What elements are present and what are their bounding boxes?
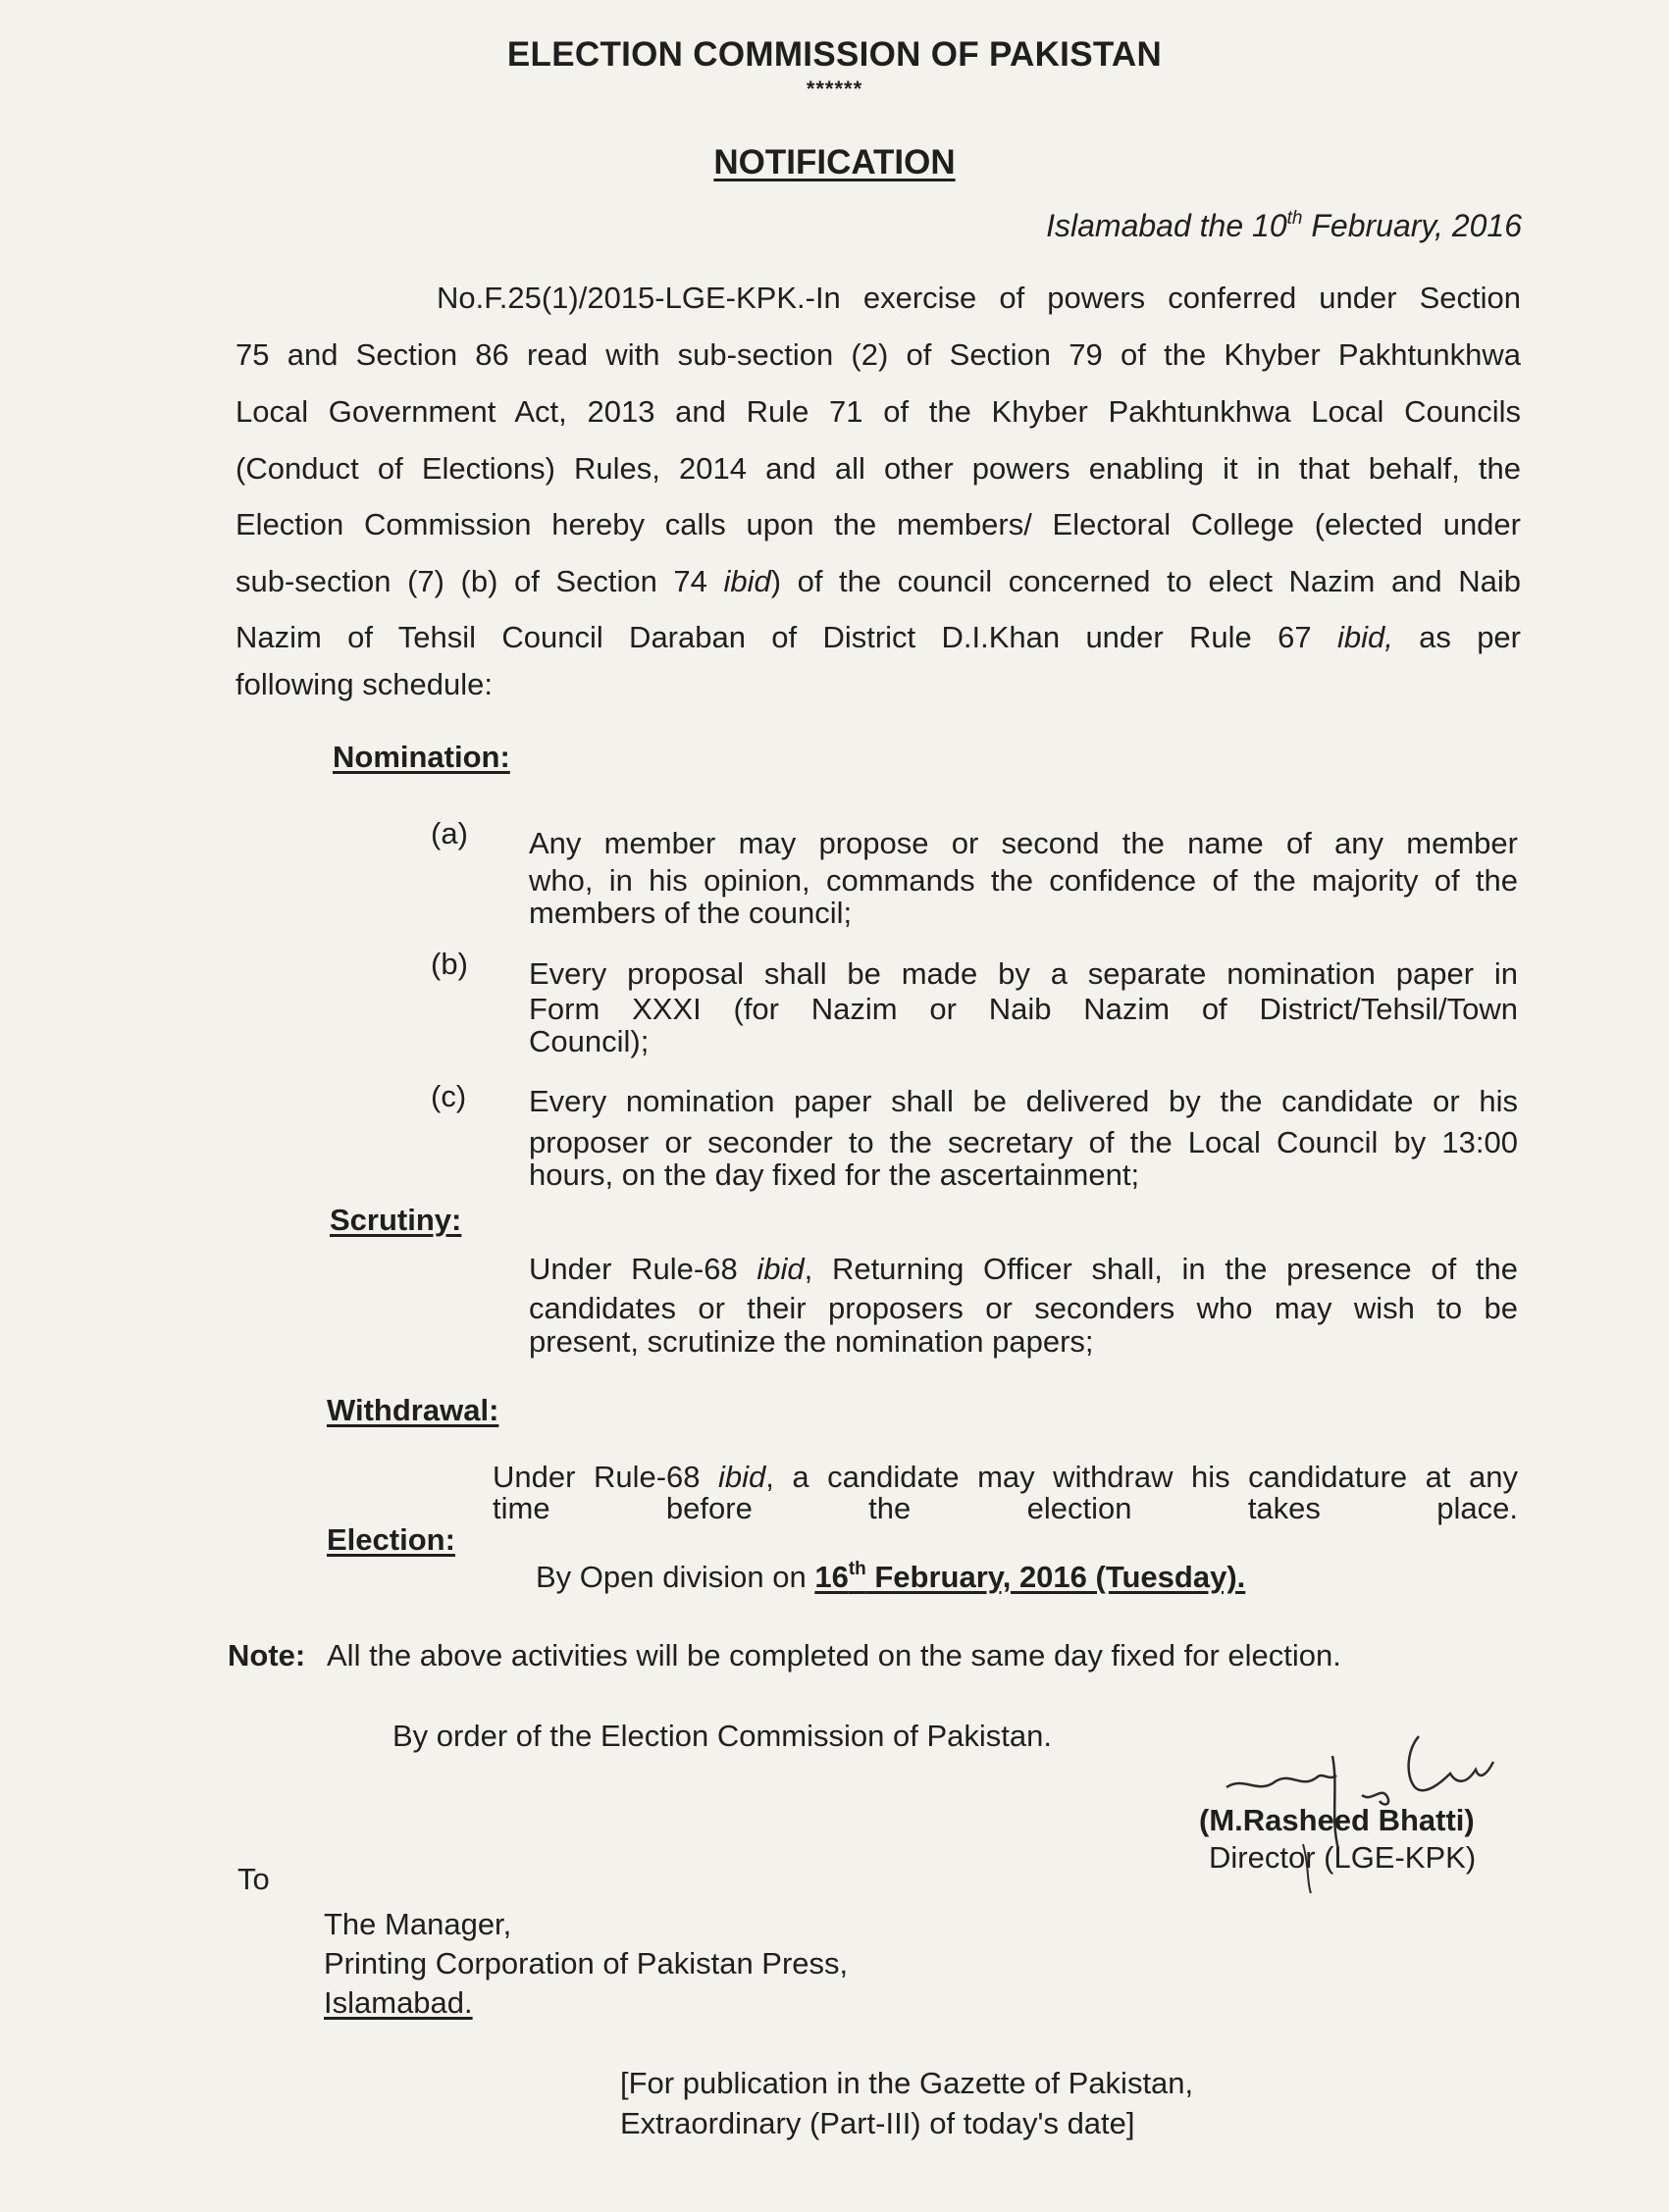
- publication-line-2: Extraordinary (Part-III) of today's date]: [620, 2106, 1135, 2140]
- nomination-item-c-label: (c): [431, 1079, 467, 1113]
- nomination-item-a-line-2: who, in his opinion, commands the confidence of the majority of the: [529, 863, 1518, 898]
- notification-heading: NOTIFICATION: [713, 143, 956, 181]
- signatory-title: Director (LGE-KPK): [1209, 1840, 1477, 1875]
- nomination-item-b-line-3: Council);: [529, 1024, 650, 1058]
- nomination-item-b-line-2: Form XXXI (for Nazim or Naib Nazim of District/Tehsil/Town: [529, 992, 1518, 1026]
- body-line-1: No.F.25(1)/2015-LGE-KPK.-In exercise of powers conferred under Section: [437, 281, 1521, 315]
- body-line-2: 75 and Section 86 read with sub-section (2) of Section 79 of the Khyber Pakhtunkhwa: [235, 337, 1521, 372]
- body-line-6: sub-section (7) (b) of Section 74 ibid) of the council concerned to elect Nazim and Naib: [235, 564, 1521, 598]
- withdrawal-line-2: time before the election takes place.: [493, 1491, 1518, 1525]
- scrutiny-heading: Scrutiny:: [330, 1203, 462, 1237]
- recipient-line-2: Printing Corporation of Pakistan Press,: [324, 1946, 849, 1981]
- order-line: By order of the Election Commission of Pakistan.: [392, 1719, 1052, 1753]
- nomination-item-a-line-3: members of the council;: [529, 896, 853, 930]
- to-label: To: [237, 1862, 270, 1896]
- election-heading: Election:: [327, 1522, 455, 1557]
- scrutiny-line-3: present, scrutinize the nomination papers;: [529, 1324, 1094, 1359]
- signatory-name: (M.Rasheed Bhatti): [1199, 1803, 1475, 1837]
- nomination-item-b-label: (b): [431, 947, 468, 981]
- recipient-line-1: The Manager,: [324, 1907, 512, 1941]
- issue-date: Islamabad the 10th February, 2016: [1046, 208, 1522, 243]
- nomination-heading: Nomination:: [333, 740, 510, 774]
- document-title: ELECTION COMMISSION OF PAKISTAN: [506, 35, 1163, 74]
- nomination-item-a-label: (a): [431, 816, 468, 850]
- election-date: 16th February, 2016 (Tuesday).: [814, 1559, 1246, 1594]
- withdrawal-heading: Withdrawal:: [327, 1393, 499, 1427]
- note-label: Note:: [228, 1638, 306, 1672]
- body-line-5: Election Commission hereby calls upon the members/ Electoral College (elected under: [235, 507, 1521, 541]
- nomination-item-b-line-1: Every proposal shall be made by a separate nomination paper in: [529, 956, 1518, 991]
- nomination-item-c-line-1: Every nomination paper shall be delivered by the candidate or his: [529, 1084, 1518, 1118]
- body-line-4: (Conduct of Elections) Rules, 2014 and all other powers enabling it in that behalf, the: [235, 451, 1521, 486]
- nomination-item-c-line-3: hours, on the day fixed for the ascertainment;: [529, 1157, 1140, 1192]
- body-line-3: Local Government Act, 2013 and Rule 71 of the Khyber Pakhtunkhwa Local Councils: [235, 394, 1521, 429]
- nomination-item-c-line-2: proposer or seconder to the secretary of the Local Council by 13:00: [529, 1125, 1518, 1159]
- publication-line-1: [For publication in the Gazette of Pakistan,: [620, 2066, 1194, 2100]
- scrutiny-line-1: Under Rule-68 ibid, Returning Officer shall, in the presence of the: [529, 1252, 1518, 1286]
- nomination-item-a-line-1: Any member may propose or second the name of any member: [529, 826, 1518, 860]
- body-line-8: following schedule:: [235, 667, 493, 701]
- body-line-7: Nazim of Tehsil Council Daraban of District D.I.Khan under Rule 67 ibid, as per: [235, 620, 1521, 654]
- withdrawal-line-1: Under Rule-68 ibid, a candidate may withdraw his candidature at any: [493, 1460, 1518, 1494]
- recipient-line-3: Islamabad.: [324, 1985, 473, 2020]
- title-stars: ******: [806, 77, 863, 101]
- note-text: All the above activities will be completed on the same day fixed for election.: [327, 1638, 1341, 1672]
- election-schedule: By Open division on 16th February, 2016 (Tuesday).: [536, 1559, 1246, 1594]
- scrutiny-line-2: candidates or their proposers or seconders who may wish to be: [529, 1291, 1518, 1325]
